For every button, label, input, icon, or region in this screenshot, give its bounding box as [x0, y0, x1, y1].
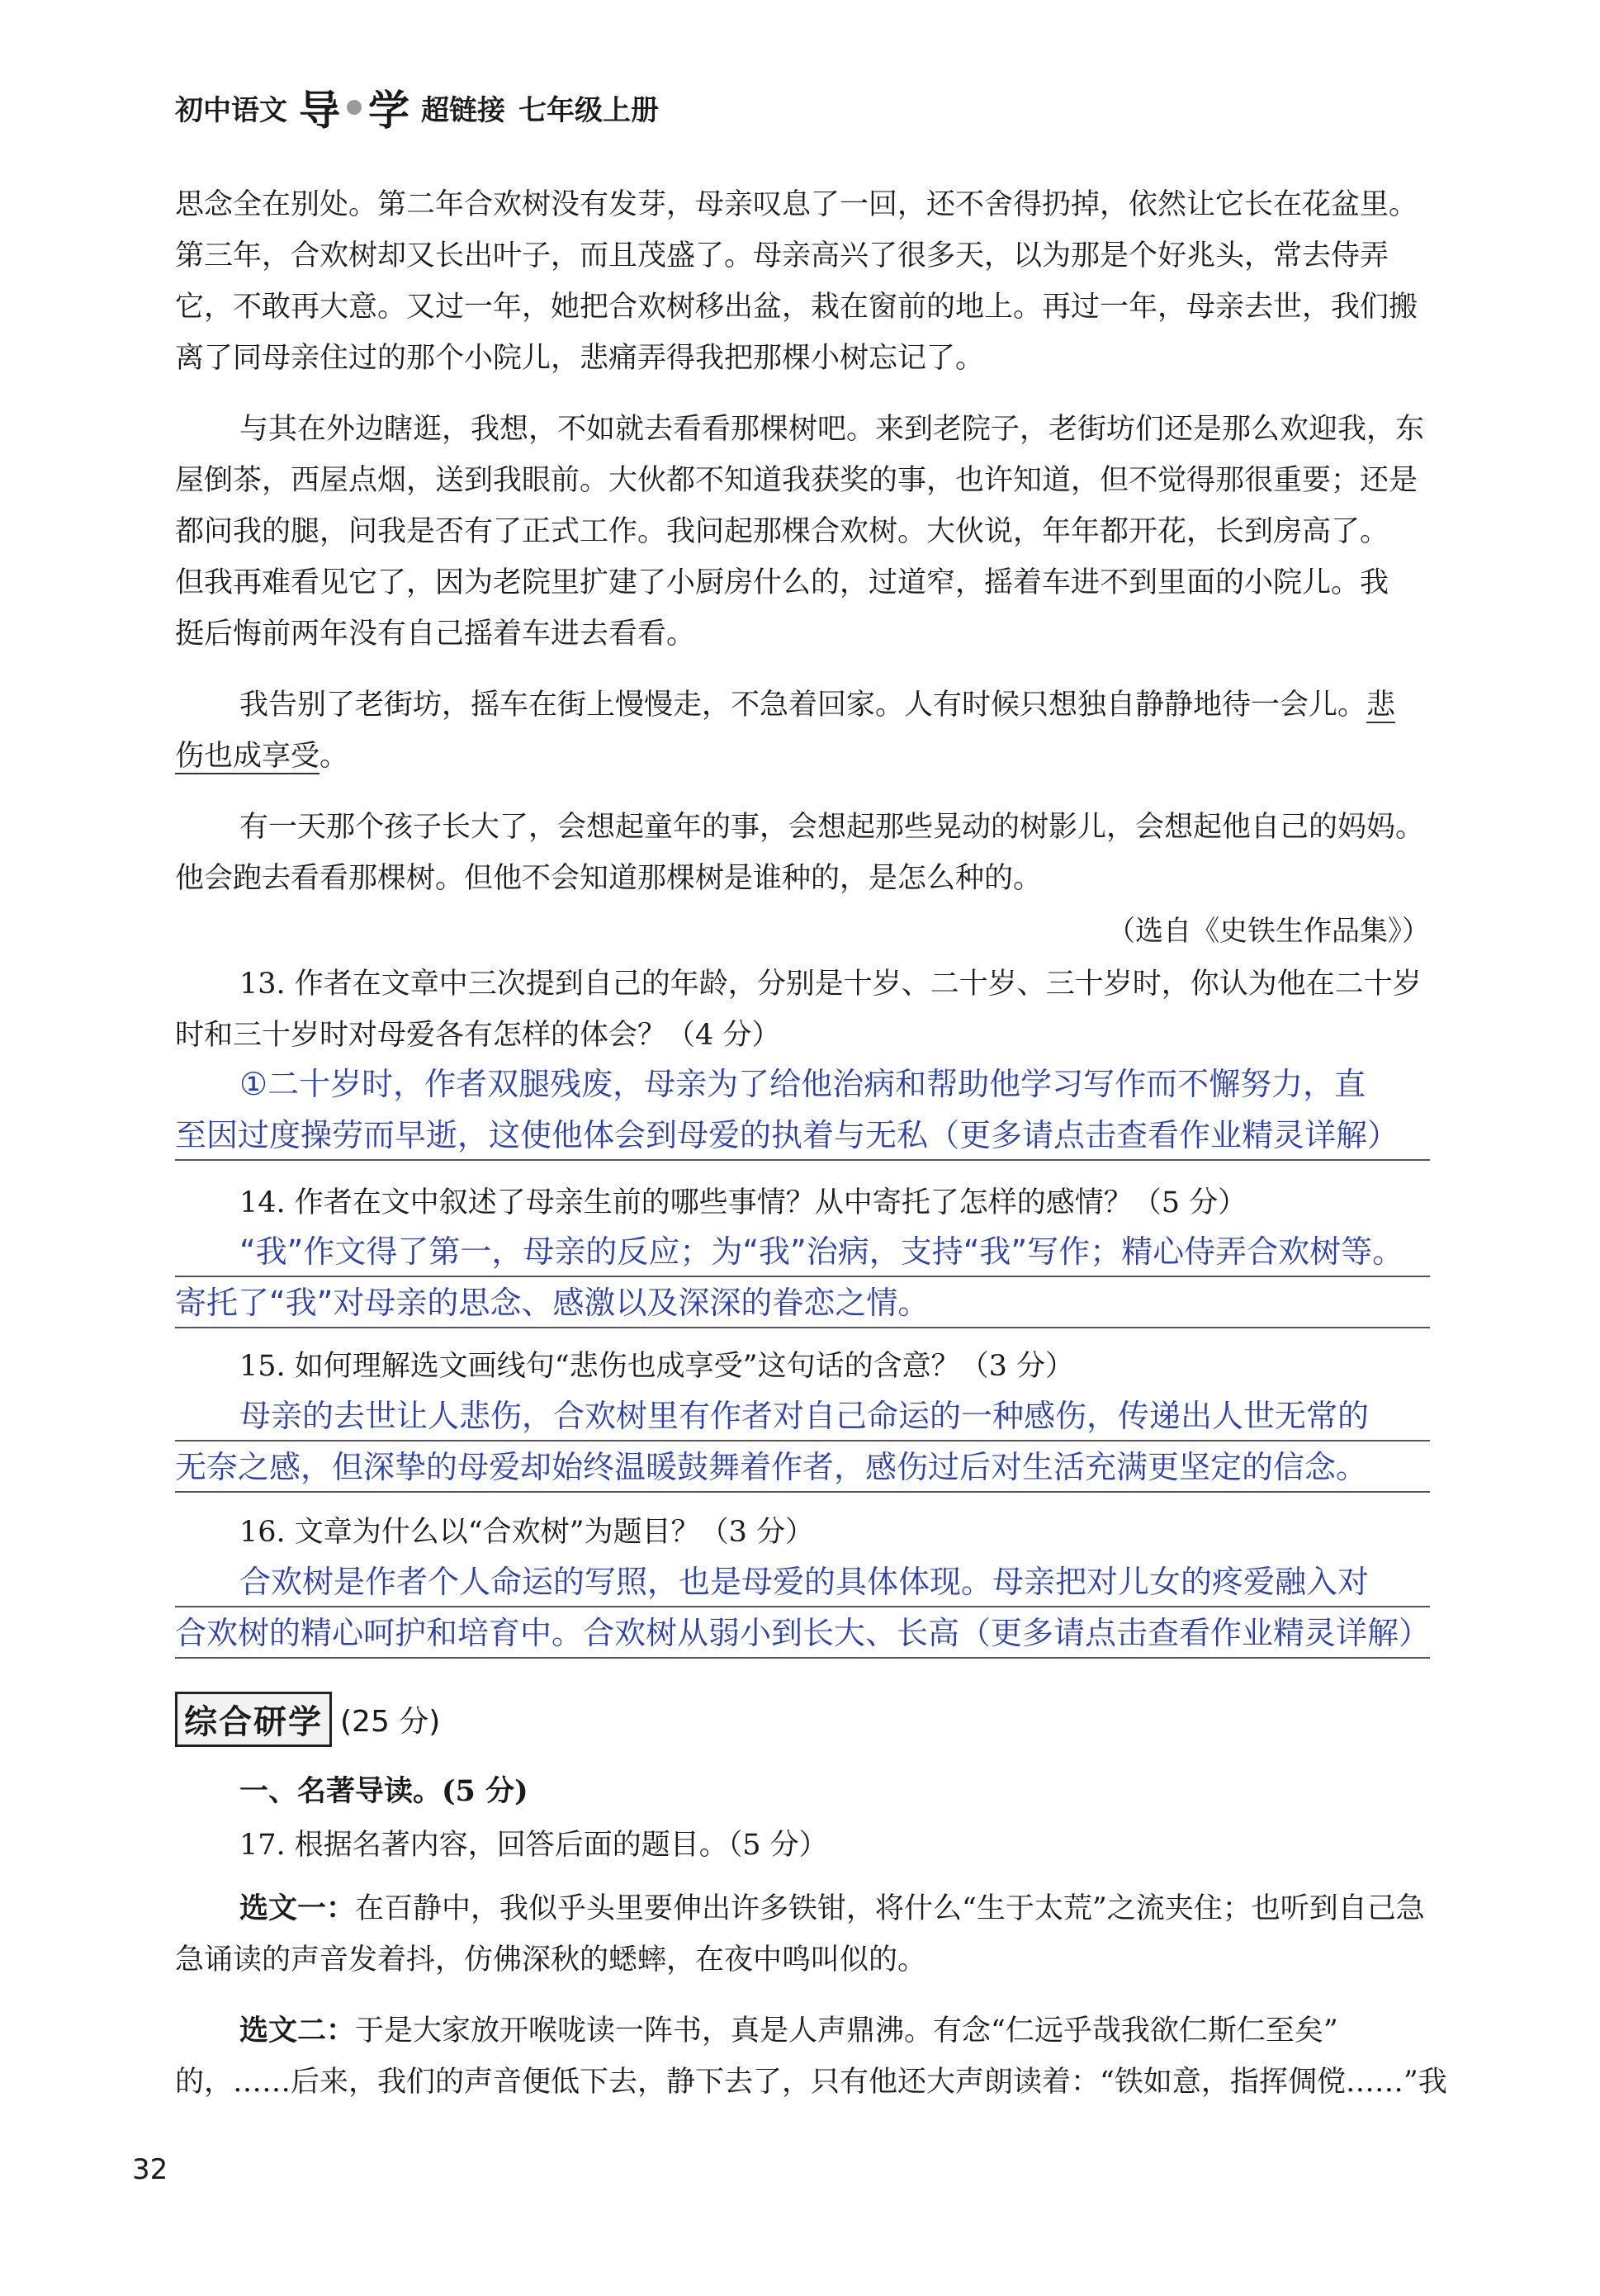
passage-line: 挺后悔前两年没有自己摇着车进去看看。 [175, 618, 696, 651]
passage-line: 离了同母亲住过的那个小院儿，悲痛弄得我把那棵小树忘记了。 [175, 342, 985, 375]
answer-15-line1: 母亲的去世让人悲伤，合欢树里有作者对自己命运的一种感伤，传递出人世无常的 [239, 1398, 1370, 1434]
source-citation: （选自《史铁生作品集》） [1107, 915, 1430, 948]
answer-15-line2: 无奈之感，但深挚的母爱却始终温暖鼓舞着作者，感伤过后对生活充满更坚定的信念。 [175, 1449, 1368, 1485]
selection-2-text: 于是大家放开喉咙读一阵书，真是人声鼎沸。有念“仁远乎哉我欲仁斯仁至矣” [355, 2014, 1338, 2047]
selection-1-label: 选文一： [239, 1891, 356, 1925]
question-17: 17. 根据名著内容，回答后面的题目。（5 分） [239, 1829, 828, 1862]
passage-line: 与其在外边瞎逛，我想，不如就去看看那棵树吧。来到老院子，老街坊们还是那么欢迎我，东 [239, 413, 1425, 446]
answer-13-line1: ①二十岁时，作者双腿残废，母亲为了给他治病和帮助他学习写作而不懈努力，直 [239, 1066, 1366, 1102]
passage-line: 但我再难看见它了，因为老院里扩建了小厨房什么的，过道窄，摇着车进不到里面的小院儿。我 [175, 566, 1389, 599]
underlined-sentence-start: 悲 [1366, 689, 1396, 722]
answer-rule [175, 1657, 1430, 1659]
passage-line: 都问我的腿，问我是否有了正式工作。我问起那棵合欢树。大伙说，年年都开花，长到房高了。 [175, 515, 1389, 548]
passage-line: 它，不敢再大意。又过一年，她把合欢树移出盆，栽在窗前的地上。再过一年，母亲去世，我们搬 [175, 291, 1418, 324]
question-15: 15. 如何理解选文画线句“悲伤也成享受”这句话的含意？（3 分） [239, 1350, 1074, 1383]
header-subject: 初中语文 [175, 93, 287, 127]
answer-rule [175, 1327, 1430, 1328]
selection-1-line2: 急诵读的声音发着抖，仿佛深秋的蟋蟀，在夜中鸣叫似的。 [175, 1943, 927, 1976]
answer-rule [175, 1491, 1430, 1493]
question-16: 16. 文章为什么以“合欢树”为题目？（3 分） [239, 1516, 814, 1549]
answer-14-line1: “我”作文得了第一，母亲的反应；为“我”治病，支持“我”写作；精心侍弄合欢树等。 [239, 1233, 1404, 1270]
page-number: 32 [132, 2153, 168, 2186]
passage-text: 我告别了老街坊，摇车在街上慢慢走，不急着回家。人有时候只想独自静静地待一会儿。 [239, 689, 1367, 722]
header-logo [299, 78, 409, 137]
header-dot-icon [347, 100, 362, 115]
passage-line [239, 684, 1430, 726]
underlined-sentence-end: 伤也成享受 [175, 740, 320, 773]
header-sub: 超链接 [421, 93, 505, 127]
passage-line: 第三年，合欢树却又长出叶子，而且茂盛了。母亲高兴了很多天，以为那是个好兆头，常去侍弄 [175, 239, 1389, 272]
section-title: 综合研学 [175, 1692, 332, 1747]
section-heading [175, 1692, 440, 1747]
answer-16-line1: 合欢树是作者个人命运的写照，也是母爱的具体体现。母亲把对儿女的疼爱融入对 [239, 1564, 1370, 1600]
passage-line [175, 736, 1430, 777]
selection-1-text: 在百静中，我似乎头里要伸出许多铁钳，将什么“生于太荒”之流夹住；也听到自己急 [355, 1892, 1425, 1925]
passage-line: 屋倒茶，西屋点烟，送到我眼前。大伙都不知道我获奖的事，也许知道，但不觉得那很重要；还是 [175, 464, 1418, 497]
selection-1-line1 [239, 1888, 1430, 1929]
header-xue: 学 [368, 87, 409, 135]
header-dao: 导 [299, 87, 340, 135]
header-grade: 七年级上册 [518, 93, 659, 127]
selection-2-label: 选文二： [239, 2014, 356, 2047]
part-heading: 一、名著导读。(5 分) [239, 1774, 528, 1808]
selection-2-line2: 的，……后来，我们的声音便低下去，静下去了，只有他还大声朗读着：“铁如意，指挥倜傥……”我 [175, 2066, 1447, 2099]
passage-line: 他会跑去看看那棵树。但他不会知道那棵树是谁种的，是怎么种的。 [175, 862, 1043, 895]
passage-line: 有一天那个孩子长大了，会想起童年的事，会想起那些晃动的树影儿，会想起他自己的妈妈。 [239, 811, 1425, 844]
question-13-cont: 时和三十岁时对母爱各有怎样的体会？（4 分） [175, 1019, 781, 1052]
answer-rule [175, 1159, 1430, 1161]
answer-rule [175, 1440, 1430, 1442]
answer-13-line2: 至因过度操劳而早逝，这使他体会到母爱的执着与无私（更多请点击查看作业精灵详解） [175, 1117, 1399, 1153]
question-14: 14. 作者在文中叙述了母亲生前的哪些事情？从中寄托了怎样的感情？（5 分） [239, 1186, 1247, 1219]
answer-16-line2: 合欢树的精心呵护和培育中。合欢树从弱小到长大、长高（更多请点击查看作业精灵详解） [175, 1615, 1431, 1651]
answer-rule [175, 1276, 1430, 1277]
question-13: 13. 作者在文章中三次提到自己的年龄，分别是十岁、二十岁、三十岁时，你认为他在二十岁 [239, 968, 1422, 1001]
answer-14-line2: 寄托了“我”对母亲的思念、感激以及深深的眷恋之情。 [175, 1285, 930, 1321]
passage-text: 。 [320, 740, 349, 773]
answer-rule [175, 1606, 1430, 1607]
book-header [175, 78, 659, 136]
section-score: (25 分) [340, 1705, 441, 1739]
selection-2-line1 [239, 2010, 1430, 2052]
passage-line: 思念全在别处。第二年合欢树没有发芽，母亲叹息了一回，还不舍得扔掉，依然让它长在花盆里。 [175, 188, 1418, 221]
